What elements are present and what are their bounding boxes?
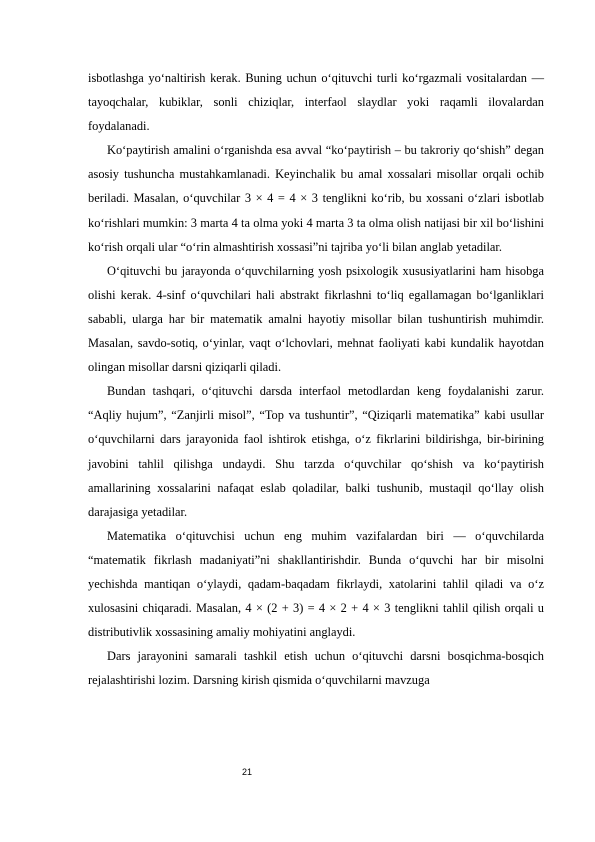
paragraph-5: Matematika o‘qituvchisi uchun eng muhim vazifalardan biri — o‘quvchilarda “matematik fikrlash madaniyati”ni shakllantirishdir. Bunda o‘quvchi har bir misolni yechishda mantiqan o‘ylaydi, qadam-baqadam fikrlaydi, xatolarini tahlil qiladi va o‘z xulosasini chiqaradi. Masalan, 4 × (2 + 3) = 4 × 2 + 4 × 3 tenglikni tahlil qilish orqali u distributivlik xossasining amaliy mohiyatini anglaydi. [88, 528, 544, 640]
paragraph-2: Ko‘paytirish amalini o‘rganishda esa avval “ko‘paytirish – bu takroriy qo‘shish” degan asosiy tushuncha mustahkamlanadi. Keyinchalik bu amal xossalari misollar orqali ochib beriladi. Masalan, o‘quvchilar 3 × 4 = 4 × 3 tenglikni ko‘rib, bu xossani o‘zlari isbotlab ko‘rishlari mumkin: 3 marta 4 ta olma yoki 4 marta 3 ta olma olish natijasi bir xil bo‘lishini ko‘rish orqali ular “o‘rin almashtirish xossasi”ni tajriba yo‘li bilan anglab yetadilar. [88, 143, 544, 254]
paragraph-4: Bundan tashqari, o‘qituvchi darsda interfaol metodlardan keng foydalanishi zarur. “Aqliy hujum”, “Zanjirli misol”, “Top va tushuntir”, “Qiziqarli matematika” kabi usullar o‘quvchilarni dars jarayonida faol ishtirok etishga, o‘z fikrlarini bildirishga, bir-birining javobini tahlil qilishga undaydi. Shu tarzda o‘quvchilar qo‘shish va ko‘paytirish amallarining xossalarini nafaqat eslab qoladilar, balki tushunib, mustaqil qo‘llay olish darajasiga yetadilar. [88, 384, 544, 519]
paragraph-6: Dars jarayonini samarali tashkil etish uchun o‘qituvchi darsni bosqichma-bosqich rejalashtirishi lozim. Darsning kirish qismida o‘quvchilarni mavzuga [88, 649, 544, 688]
paragraph-1: isbotlashga yo‘naltirish kerak. Buning uchun o‘qituvchi turli ko‘rgazmali vositalardan — tayoqchalar, kubiklar, sonli chiziqlar, interfaol slaydlar yoki raqamli ilovalardan foydalanadi. [88, 71, 544, 134]
paragraph-3: O‘qituvchi bu jarayonda o‘quvchilarning yosh psixologik xususiyatlarini ham hisobga olishi kerak. 4-sinf o‘quvchilari hali abstrakt fikrlashni to‘liq egallamagan bo‘lganliklari sababli, ularga har bir matematik amalni hayotiy misollar bilan tushuntirish muhimdir. Masalan, savdo-sotiq, o‘yinlar, vaqt o‘lchovlari, mehnat faoliyati kabi kundalik hayotdan olingan misollar darsni qiziqarli qiladi. [88, 263, 544, 375]
page-number: 21 [242, 767, 253, 777]
page-body [88, 66, 544, 692]
